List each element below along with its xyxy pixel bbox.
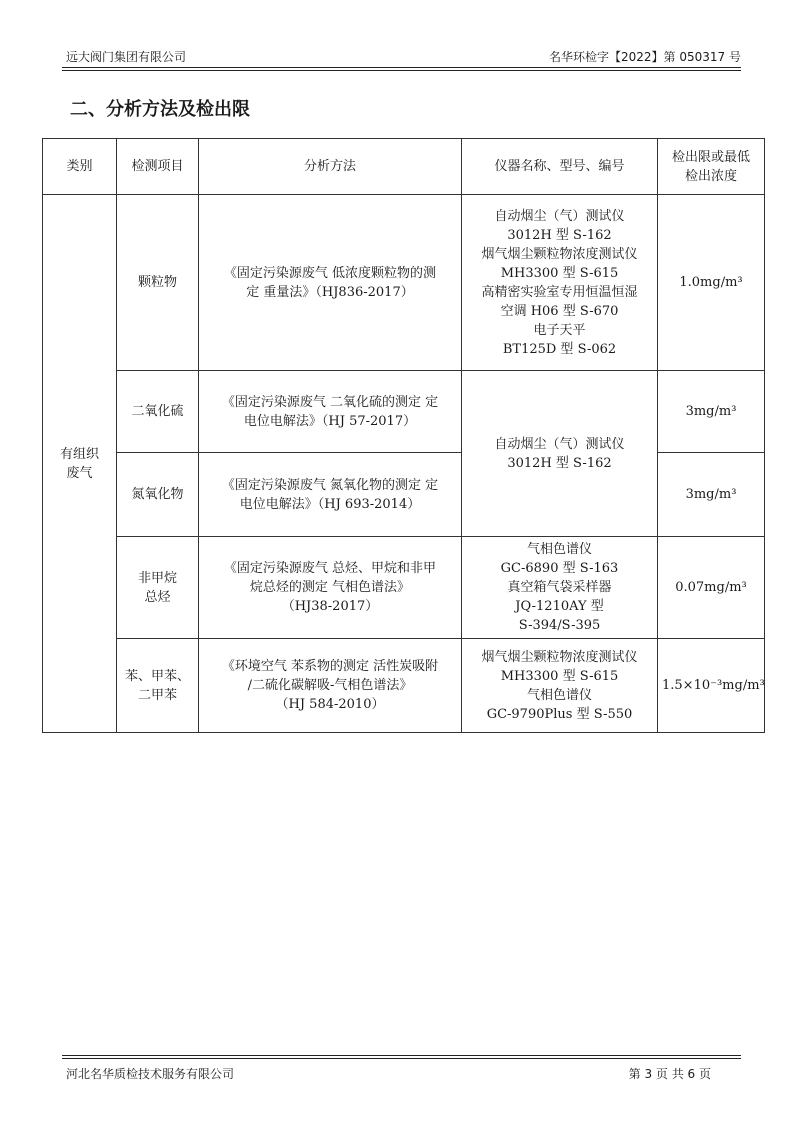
table-header-row (43, 139, 765, 195)
header-rule (62, 67, 741, 68)
table-row (43, 371, 765, 453)
limit-cell: 3mg/m³ (658, 453, 765, 537)
method-cell: 《固定污染源废气 二氧化硫的测定 定 电位电解法》（HJ 57-2017） (199, 371, 462, 453)
table-row (43, 639, 765, 733)
methods-table (42, 138, 765, 733)
method-cell: 《固定污染源废气 低浓度颗粒物的测 定 重量法》（HJ836-2017） (199, 195, 462, 371)
instrument-cell: 气相色谱仪 GC-6890 型 S-163 真空箱气袋采样器 JQ-1210AY 型 S-394/S-395 (462, 537, 658, 639)
category-cell: 有组织 废气 (43, 195, 117, 733)
item-cell: 苯、甲苯、 二甲苯 (117, 639, 199, 733)
method-cell: 《环境空气 苯系物的测定 活性炭吸附 /二硫化碳解吸-气相色谱法》 （HJ 584-2010） (199, 639, 462, 733)
table-row (43, 195, 765, 371)
method-cell: 《固定污染源废气 总烃、甲烷和非甲 烷总烃的测定 气相色谱法》 （HJ38-2017） (199, 537, 462, 639)
item-cell: 非甲烷 总烃 (117, 537, 199, 639)
column-header-method: 分析方法 (199, 139, 462, 195)
limit-cell: 1.5×10⁻³mg/m³ (658, 639, 765, 733)
footer-rule-thin (62, 1055, 741, 1056)
limit-cell: 0.07mg/m³ (658, 537, 765, 639)
footer-rule (62, 1058, 741, 1059)
page-header (62, 46, 741, 66)
limit-cell: 1.0mg/m³ (658, 195, 765, 371)
limit-cell: 3mg/m³ (658, 371, 765, 453)
method-cell: 《固定污染源废气 氮氧化物的测定 定 电位电解法》（HJ 693-2014） (199, 453, 462, 537)
table-row (43, 537, 765, 639)
header-rule-thin (62, 70, 741, 71)
instrument-cell-shared: 自动烟尘（气）测试仪 3012H 型 S-162 (462, 371, 658, 537)
item-cell: 颗粒物 (117, 195, 199, 371)
column-header-category: 类别 (43, 139, 117, 195)
header-report-number: 名华环检字【2022】第 050317 号 (549, 50, 741, 64)
header-company: 远大阀门集团有限公司 (66, 50, 187, 64)
page-number: 第 3 页 共 6 页 (628, 1067, 711, 1081)
instrument-cell: 烟气烟尘颗粒物浓度测试仪 MH3300 型 S-615 气相色谱仪 GC-9790Plus 型 S-550 (462, 639, 658, 733)
column-header-item: 检测项目 (117, 139, 199, 195)
item-cell: 氮氧化物 (117, 453, 199, 537)
footer-company: 河北名华质检技术服务有限公司 (66, 1067, 235, 1081)
column-header-instrument: 仪器名称、型号、编号 (462, 139, 658, 195)
item-cell: 二氧化硫 (117, 371, 199, 453)
instrument-cell: 自动烟尘（气）测试仪 3012H 型 S-162 烟气烟尘颗粒物浓度测试仪 MH3300 型 S-615 高精密实验室专用恒温恒湿 空调 H06 型 S-670 电子天平 BT125D 型 S-062 (462, 195, 658, 371)
column-header-limit: 检出限或最低 检出浓度 (658, 139, 765, 195)
section-title: 二、分析方法及检出限 (70, 99, 250, 120)
